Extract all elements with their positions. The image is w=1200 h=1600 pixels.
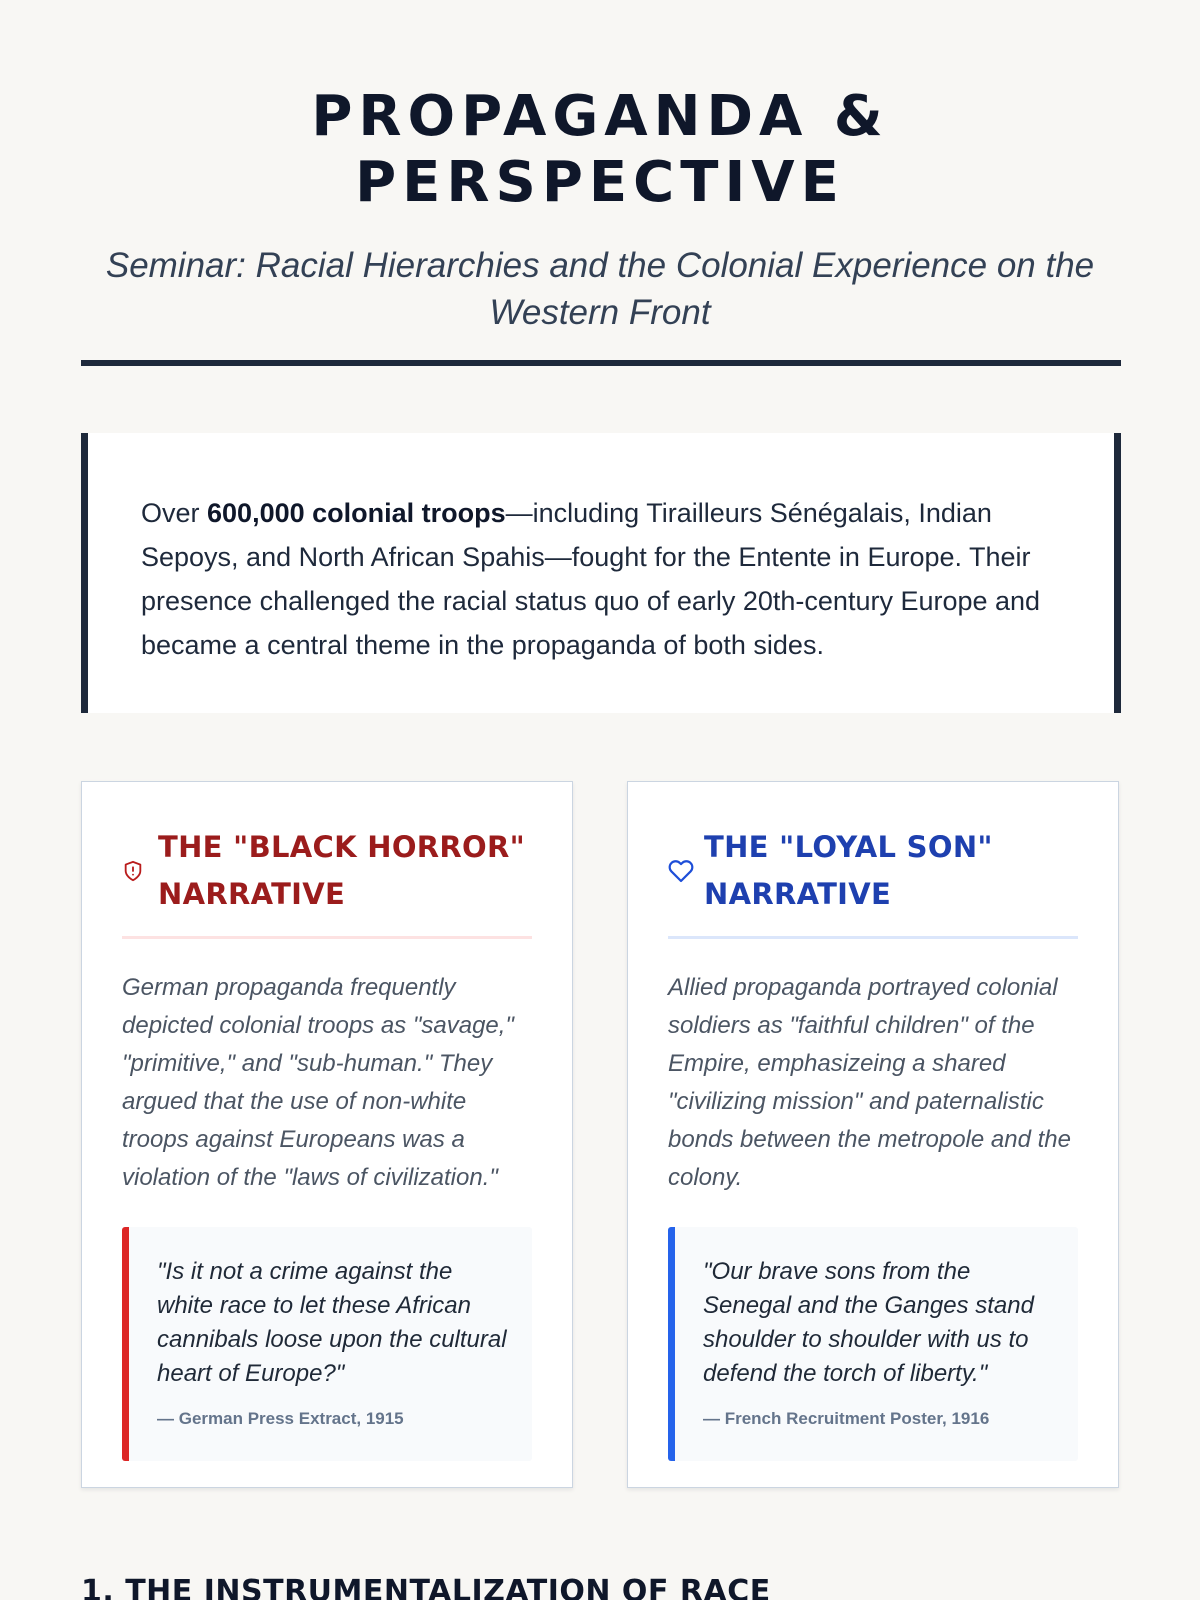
card-header	[668, 824, 1078, 939]
quote-block	[668, 1227, 1078, 1461]
page-title: PROPAGANDA & PERSPECTIVE	[311, 84, 889, 215]
intro-callout	[81, 433, 1121, 713]
quote-text: "Is it not a crime against the white race to let these African cannibals loose upon the cultural heart of Europe?"	[157, 1258, 507, 1387]
card-title: THE "LOYAL SON" NARRATIVE	[704, 830, 993, 911]
header-divider	[81, 360, 1121, 366]
loyal-son-card	[627, 781, 1119, 1488]
shield-alert-icon	[122, 860, 158, 882]
section-heading: 1. THE INSTRUMENTALIZATION OF RACE	[81, 1574, 771, 1600]
page-subtitle: Seminar: Racial Hierarchies and the Colonial Experience on the Western Front	[105, 246, 1095, 332]
quote-text: "Our brave sons from the Senegal and the Ganges stand shoulder to shoulder with us to defend the torch of liberty."	[703, 1258, 1034, 1387]
quote-block	[122, 1227, 532, 1461]
heart-icon	[668, 858, 704, 884]
card-title: THE "BLACK HORROR" NARRATIVE	[158, 830, 526, 911]
quote-source: — French Recruitment Poster, 1916	[703, 1409, 990, 1428]
intro-highlight: 600,000 colonial troops	[207, 498, 506, 528]
intro-prefix: Over	[141, 498, 208, 528]
page-header	[0, 0, 1200, 336]
card-header	[122, 824, 532, 939]
card-description: German propaganda frequently depicted colonial troops as "savage," "primitive," and "sub-human." They argued that the use of non-white troops against Europeans was a violation of the "laws of civilization."	[122, 974, 514, 1191]
quote-source: — German Press Extract, 1915	[157, 1409, 404, 1428]
black-horror-card	[81, 781, 573, 1488]
intro-text: —including Tirailleurs Sénégalais, Indian Sepoys, and North African Spahis—fought for the Entente in Europe. Their presence challenged the racial status quo of early 20th-century Europe and became a central theme in the propaganda of both sides.	[141, 498, 1041, 660]
card-description: Allied propaganda portrayed colonial soldiers as "faithful children" of the Empire, emphasizeing a shared "civilizing mission" and paternalistic bonds between the metropole and the colony.	[668, 974, 1071, 1191]
